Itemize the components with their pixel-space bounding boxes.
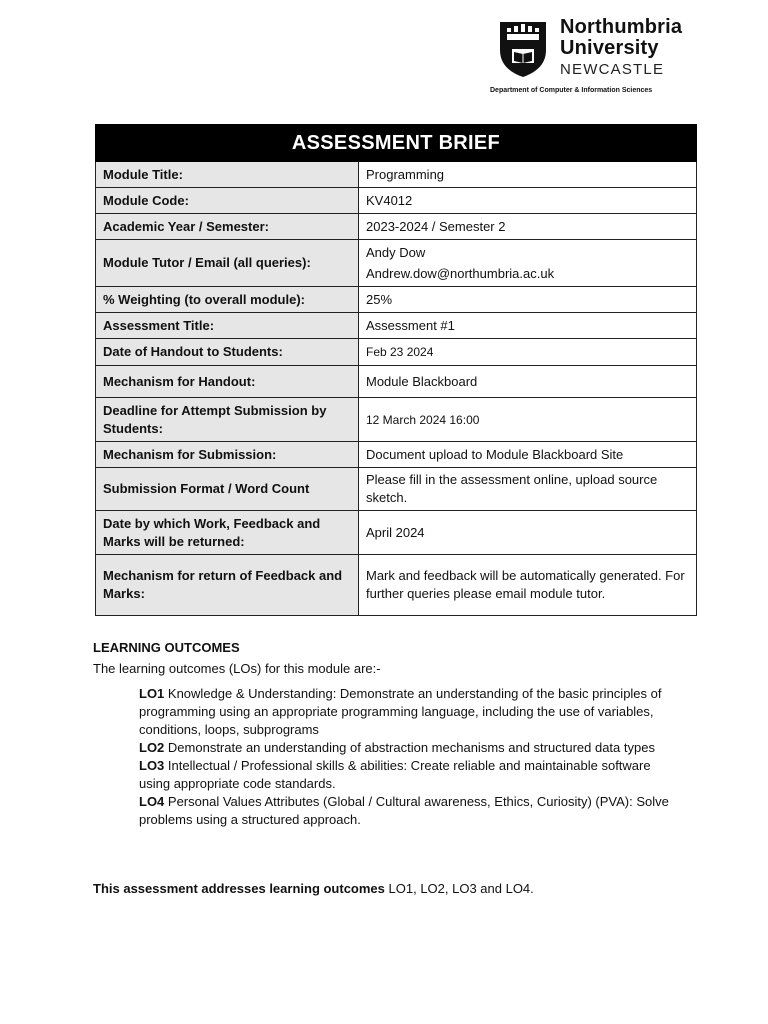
row-value: Mark and feedback will be automatically generated. For further queries please email module tutor. [359,555,697,616]
row-value: April 2024 [359,511,697,555]
row-label: Module Title: [96,162,359,188]
assessment-brief-table [95,124,697,616]
addressed-outcomes-label: This assessment addresses learning outcomes [93,881,385,896]
row-label: Deadline for Attempt Submission by Students: [96,398,359,442]
addressed-outcomes [93,881,534,896]
lo-text: Personal Values Attributes (Global / Cultural awareness, Ethics, Curiosity) (PVA): Solve problems using a structured approach. [139,794,669,827]
tutor-email: Andrew.dow@northumbria.ac.uk [366,266,555,281]
university-name: Northumbria University [560,16,683,59]
lo-code: LO2 [139,740,165,755]
tutor-name: Andy Dow [366,245,426,260]
row-value: Module Blackboard [359,366,697,398]
table-row [96,339,697,366]
row-label: Mechanism for return of Feedback and Marks: [96,555,359,616]
row-label: Date of Handout to Students: [96,339,359,366]
row-label: Module Code: [96,188,359,214]
table-row [96,468,697,511]
lo-code: LO1 [139,686,165,701]
row-value: 2023-2024 / Semester 2 [359,214,697,240]
table-row [96,366,697,398]
row-label: % Weighting (to overall module): [96,287,359,313]
row-label: Date by which Work, Feedback and Marks will be returned: [96,511,359,555]
row-label: Academic Year / Semester: [96,214,359,240]
table-row [96,398,697,442]
row-value: Feb 23 2024 [359,339,697,366]
row-value: Assessment #1 [359,313,697,339]
table-row [96,162,697,188]
lo-text: Demonstrate an understanding of abstraction mechanisms and structured data types [164,740,655,755]
lo-code: LO3 [139,758,165,773]
list-item [139,739,684,757]
lo-text: Knowledge & Understanding: Demonstrate an understanding of the basic principles of programming using an appropriate programming language, including the use of variables, conditions, loops, subprograms [139,686,662,737]
list-item [139,757,684,793]
list-item [139,685,684,739]
learning-outcomes-heading: LEARNING OUTCOMES [93,640,240,655]
learning-outcomes-list [139,685,684,829]
table-row [96,287,697,313]
table-row [96,511,697,555]
table-title: ASSESSMENT BRIEF [96,125,697,162]
row-value: KV4012 [359,188,697,214]
table-title-row [96,125,697,162]
table-row [96,214,697,240]
row-value: Please fill in the assessment online, upload source sketch. [359,468,697,511]
row-value: Programming [359,162,697,188]
row-value: Document upload to Module Blackboard Site [359,442,697,468]
lo-text: Intellectual / Professional skills & abilities: Create reliable and maintainable software using appropriate code standards. [139,758,651,791]
row-label: Assessment Title: [96,313,359,339]
row-label: Submission Format / Word Count [96,468,359,511]
list-item [139,793,684,829]
row-value: 12 March 2024 16:00 [359,398,697,442]
row-value [359,240,697,287]
row-label: Mechanism for Submission: [96,442,359,468]
university-crest-icon [498,20,548,78]
row-label: Mechanism for Handout: [96,366,359,398]
row-label: Module Tutor / Email (all queries): [96,240,359,287]
row-value: 25% [359,287,697,313]
table-row [96,188,697,214]
university-city: NEWCASTLE [560,61,665,78]
table-row [96,555,697,616]
lo-code: LO4 [139,794,165,809]
learning-outcomes-intro: The learning outcomes (LOs) for this module are:- [93,661,381,676]
table-row [96,442,697,468]
addressed-outcomes-list: LO1, LO2, LO3 and LO4. [384,881,534,896]
table-row [96,240,697,287]
department-name: Department of Computer & Information Sciences [490,87,653,94]
table-row [96,313,697,339]
